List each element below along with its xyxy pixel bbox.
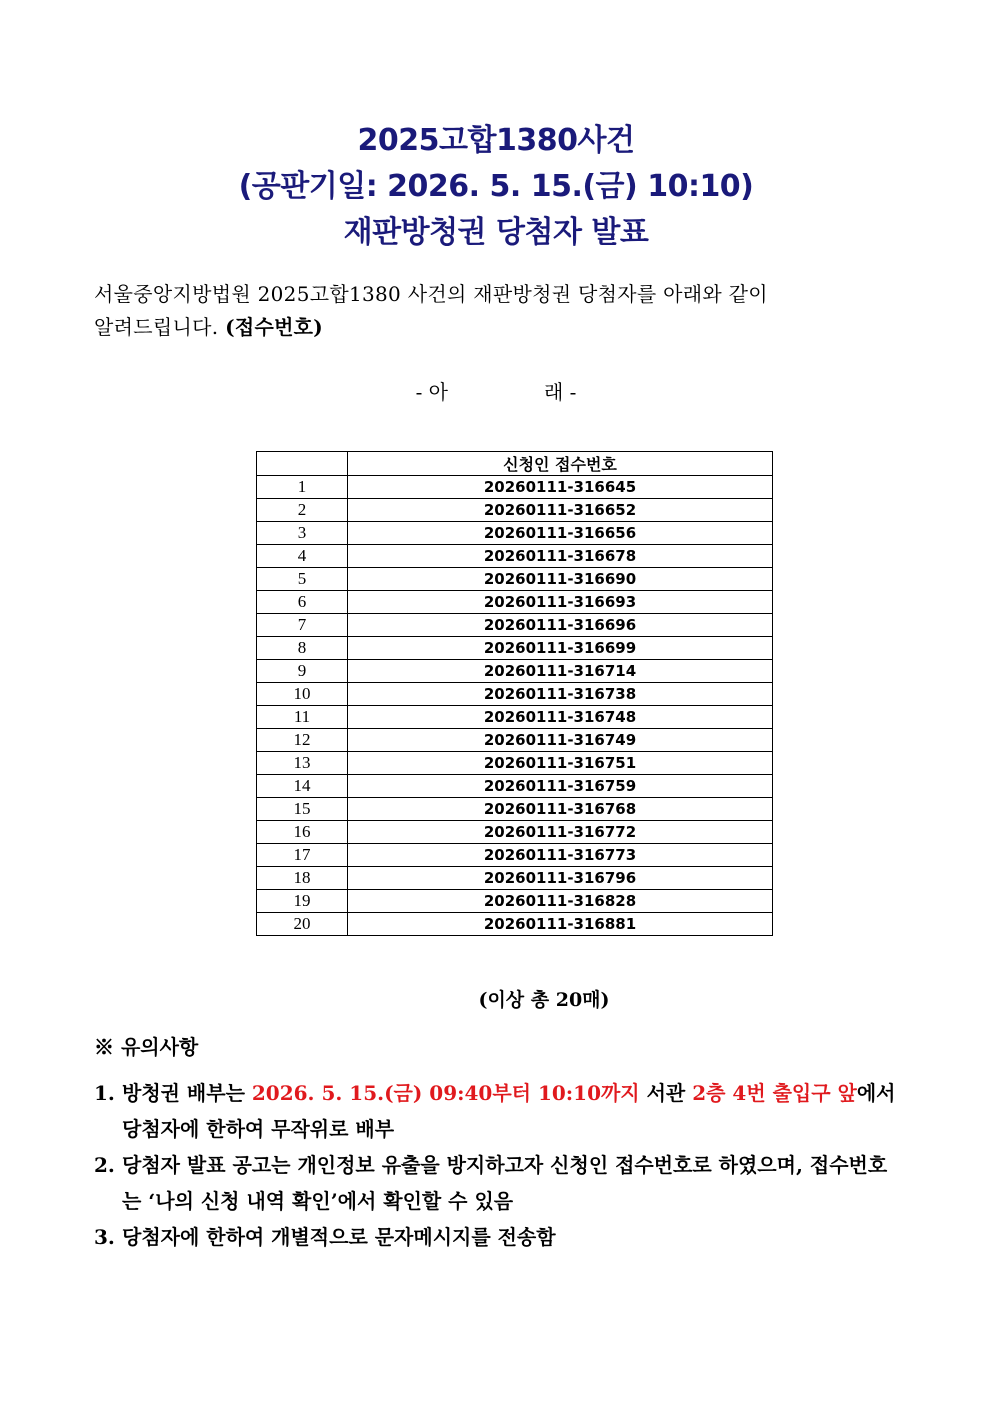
title-announcement: 재판방청권 당첨자 발표 bbox=[343, 215, 649, 250]
page-title bbox=[0, 118, 992, 256]
note-number: 3. bbox=[94, 1225, 115, 1249]
total-count: (이상 총 20매) bbox=[478, 989, 610, 1011]
row-receipt-number: 20260111-316699 bbox=[348, 637, 773, 660]
row-number: 18 bbox=[257, 867, 348, 890]
row-receipt-number: 20260111-316768 bbox=[348, 798, 773, 821]
row-number: 8 bbox=[257, 637, 348, 660]
table-row bbox=[257, 637, 773, 660]
row-number: 10 bbox=[257, 683, 348, 706]
table-row bbox=[257, 522, 773, 545]
row-number: 14 bbox=[257, 775, 348, 798]
title-case-number: 2025고합1380사건 bbox=[357, 123, 635, 158]
header-receipt-number: 신청인 접수번호 bbox=[348, 452, 773, 476]
note-number: 1. bbox=[94, 1081, 115, 1105]
row-number: 7 bbox=[257, 614, 348, 637]
table-row bbox=[257, 729, 773, 752]
row-receipt-number: 20260111-316696 bbox=[348, 614, 773, 637]
row-receipt-number: 20260111-316652 bbox=[348, 499, 773, 522]
separator-left: - 아 bbox=[415, 380, 448, 404]
row-receipt-number: 20260111-316759 bbox=[348, 775, 773, 798]
table-row bbox=[257, 591, 773, 614]
row-receipt-number: 20260111-316656 bbox=[348, 522, 773, 545]
note-item-1 bbox=[94, 1075, 904, 1147]
row-receipt-number: 20260111-316690 bbox=[348, 568, 773, 591]
table-row bbox=[257, 545, 773, 568]
row-number: 9 bbox=[257, 660, 348, 683]
row-number: 6 bbox=[257, 591, 348, 614]
note-highlight-time: 2026. 5. 15.(금) 09:40부터 10:10까지 bbox=[251, 1081, 640, 1105]
row-receipt-number: 20260111-316645 bbox=[348, 476, 773, 499]
table-row bbox=[257, 752, 773, 775]
intro-line-2 bbox=[94, 311, 904, 344]
note-text-part: 방청권 배부는 bbox=[122, 1081, 252, 1105]
row-number: 11 bbox=[257, 706, 348, 729]
table-row bbox=[257, 499, 773, 522]
row-number: 17 bbox=[257, 844, 348, 867]
row-receipt-number: 20260111-316881 bbox=[348, 913, 773, 936]
row-receipt-number: 20260111-316748 bbox=[348, 706, 773, 729]
table-row bbox=[257, 775, 773, 798]
intro-line-2-text: 알려드립니다. bbox=[94, 315, 219, 339]
table-row bbox=[257, 844, 773, 867]
row-number: 16 bbox=[257, 821, 348, 844]
row-receipt-number: 20260111-316772 bbox=[348, 821, 773, 844]
row-receipt-number: 20260111-316751 bbox=[348, 752, 773, 775]
row-receipt-number: 20260111-316738 bbox=[348, 683, 773, 706]
table-row bbox=[257, 798, 773, 821]
table-row bbox=[257, 683, 773, 706]
row-receipt-number: 20260111-316773 bbox=[348, 844, 773, 867]
table-row bbox=[257, 821, 773, 844]
note-highlight-location: 2층 4번 출입구 앞 bbox=[692, 1081, 857, 1105]
table-row bbox=[257, 867, 773, 890]
note-text: 당첨자 발표 공고는 개인정보 유출을 방지하고자 신청인 접수번호로 하였으며, 접수번호는 ‘나의 신청 내역 확인’에서 확인할 수 있음 bbox=[122, 1153, 888, 1213]
note-item-2 bbox=[94, 1147, 904, 1219]
note-text-part: 에서 당첨자에 한하여 무작위로 배부 bbox=[122, 1081, 896, 1141]
table-row bbox=[257, 913, 773, 936]
row-receipt-number: 20260111-316828 bbox=[348, 890, 773, 913]
notes-list bbox=[94, 1075, 904, 1255]
row-receipt-number: 20260111-316714 bbox=[348, 660, 773, 683]
table-header-row bbox=[257, 452, 773, 476]
note-number: 2. bbox=[94, 1153, 115, 1177]
title-hearing-date: (공판기일: 2026. 5. 15.(금) 10:10) bbox=[238, 169, 754, 204]
row-number: 15 bbox=[257, 798, 348, 821]
separator-right: 래 - bbox=[544, 380, 577, 404]
row-number: 5 bbox=[257, 568, 348, 591]
table-row bbox=[257, 890, 773, 913]
row-number: 12 bbox=[257, 729, 348, 752]
winners-table bbox=[256, 451, 773, 936]
note-text-part: 서관 bbox=[639, 1081, 693, 1105]
row-number: 20 bbox=[257, 913, 348, 936]
note-text: 당첨자에 한하여 개별적으로 문자메시지를 전송함 bbox=[122, 1225, 556, 1249]
header-number bbox=[257, 452, 348, 476]
note-text bbox=[122, 1075, 904, 1147]
intro-paragraph bbox=[94, 278, 904, 344]
table-row bbox=[257, 568, 773, 591]
row-number: 4 bbox=[257, 545, 348, 568]
row-receipt-number: 20260111-316693 bbox=[348, 591, 773, 614]
table-row bbox=[257, 476, 773, 499]
note-item-3 bbox=[94, 1219, 904, 1255]
row-number: 1 bbox=[257, 476, 348, 499]
section-separator bbox=[0, 376, 992, 405]
row-receipt-number: 20260111-316796 bbox=[348, 867, 773, 890]
table-row bbox=[257, 614, 773, 637]
row-number: 19 bbox=[257, 890, 348, 913]
table-row bbox=[257, 660, 773, 683]
row-number: 2 bbox=[257, 499, 348, 522]
row-number: 13 bbox=[257, 752, 348, 775]
intro-line-1: 서울중앙지방법원 2025고합1380 사건의 재판방청권 당첨자를 아래와 같이 bbox=[94, 282, 768, 306]
row-number: 3 bbox=[257, 522, 348, 545]
row-receipt-number: 20260111-316678 bbox=[348, 545, 773, 568]
row-receipt-number: 20260111-316749 bbox=[348, 729, 773, 752]
intro-note: (접수번호) bbox=[225, 315, 324, 339]
table-row bbox=[257, 706, 773, 729]
notes-heading: ※ 유의사항 bbox=[94, 1035, 199, 1059]
